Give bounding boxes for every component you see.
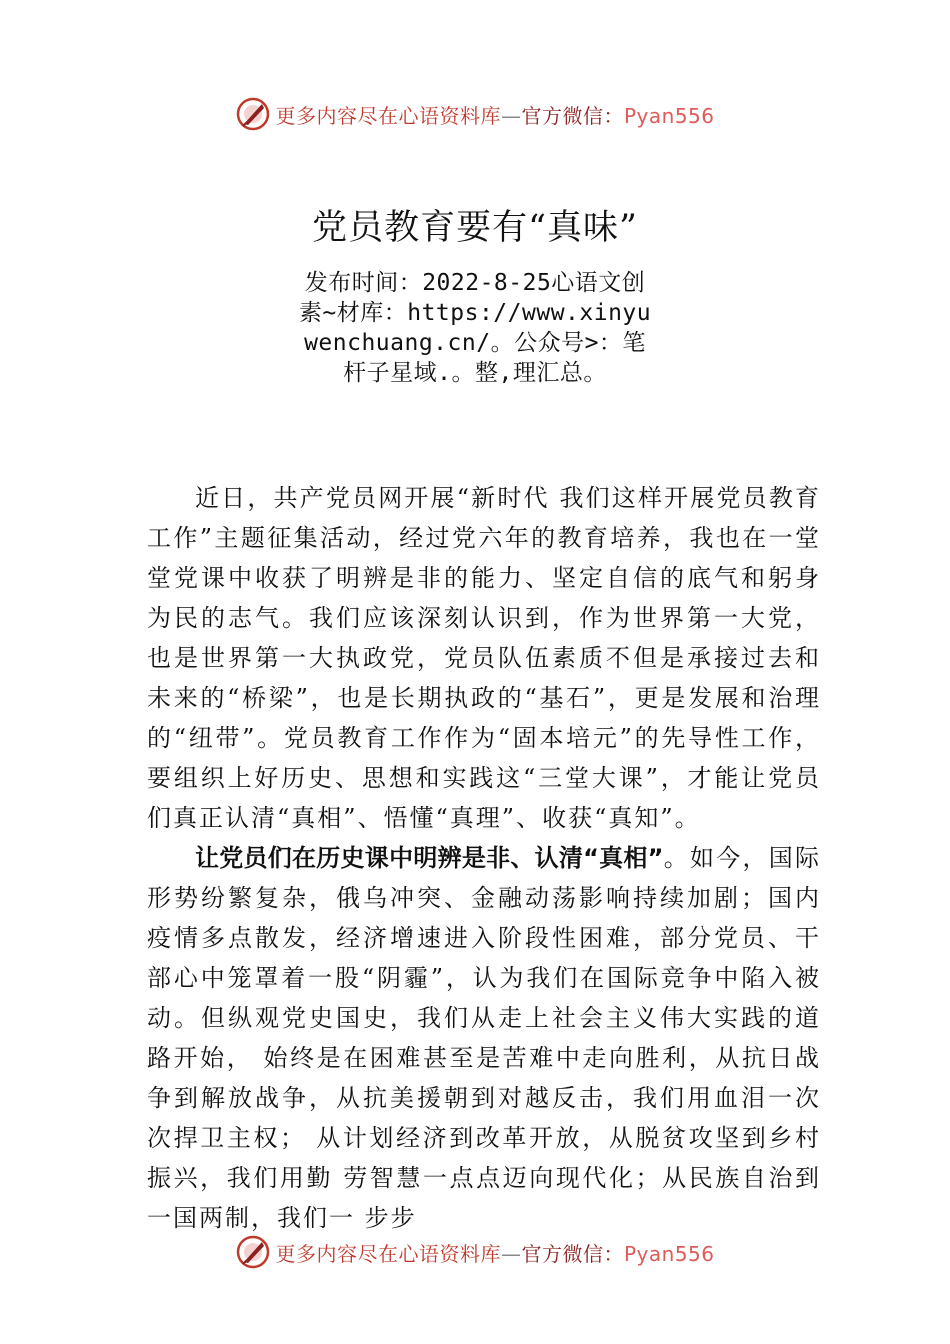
- banner-text: 更多内容尽在心语资料库—官方微信：Pyan556: [275, 1241, 715, 1266]
- paragraph-1: 近日，共产党员网开展“新时代 我们这样开展党员教育工作”主题征集活动，经过党六年的教育培养，我也在一堂堂党课中收获了明辨是非的能力、坚定自信的底气和躬身为民的志气。我们应该深刻认识到，作为世界第一大党，也是世界第一大执政党，党员队伍素质不但是承接过去和未来的“桥梁”，也是长期执政的“基石”，更是发展和治理的“纽带”。党员教育工作作为“固本培元”的先导性工作，要组织上好历史、思想和实践这“三堂大课”，才能让党员们真正认清“真相”、悟懂“真理”、收获“真知”。: [147, 484, 821, 832]
- quill-logo-icon: [235, 96, 271, 132]
- publish-meta: 发布时间：2022-8-25心语文创素~材库：https://www.xinyuwenchuang.cn/。公众号>：笔杆子星域.。整,理汇总。: [298, 270, 652, 386]
- banner-text: 更多内容尽在心语资料库—官方微信：Pyan556: [275, 103, 715, 128]
- document-title: 党员教育要有“真味”: [312, 208, 638, 248]
- footer-watermark-banner: [0, 1232, 950, 1272]
- paragraph-2-lead: 让党员们在历史课中明辨是非、认清“真相”: [195, 844, 664, 872]
- paragraph-2-text: 。如今，国际形势纷繁复杂，俄乌冲突、金融动荡影响持续加剧；国内疫情多点散发，经济增速进入阶段性困难，部分党员、干部心中笼罩着一股“阴霾”，认为我们在国际竞争中陷入被动。但纵观党史国史，我们从走上社会主义伟大实践的道路开始， 始终是在困难甚至是苦难中走向胜利，从抗日战争到解放战争，从抗美援朝到对越反击，我们用血泪一次次捍卫主权； 从计划经济到改革开放，从脱贫攻坚到乡村振兴，我们用勤 劳智慧一点点迈向现代化；从民族自治到一国两制，我们一 步步: [147, 844, 822, 1232]
- paragraph-2: [147, 838, 821, 1238]
- header-watermark-banner: [0, 94, 950, 134]
- article-body: [147, 478, 821, 1238]
- quill-logo-icon: [235, 1234, 271, 1270]
